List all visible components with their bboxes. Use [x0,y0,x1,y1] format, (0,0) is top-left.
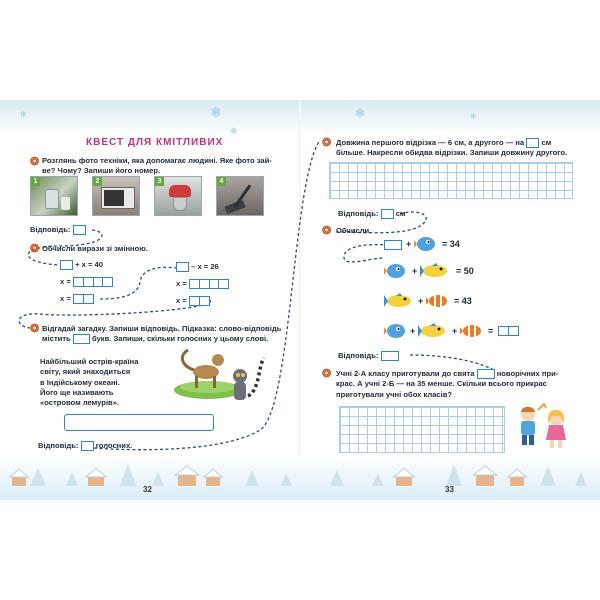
r-task1-line1b: см [541,138,552,147]
winter-village-illustration [0,458,600,488]
bullet-icon: ❂ [322,225,332,237]
bullet-icon: ❂ [322,137,332,149]
task1-line2: ве? Чому? Запиши його номер. [42,166,161,176]
page-title: КВЕСТ ДЛЯ КМІТЛИВИХ [86,137,224,148]
answer-cells[interactable] [498,326,518,336]
riddle-line: в Індійському океані. [40,377,120,387]
answer-tail: голосних. [95,441,133,450]
eq-result: = 43 [454,296,472,306]
solution-grid[interactable] [339,406,505,453]
photo-mixer [154,176,202,216]
lemur-illustration [168,346,272,412]
equation-row-4 [384,326,564,340]
answer-box[interactable] [176,262,189,272]
task1-line1: Розглянь фото техніки, яка допомагає людині. Яке фото зай- [42,156,272,165]
task3-line2a: містить [42,334,71,344]
answer-box[interactable] [60,260,73,270]
equation-row-2 [384,266,564,280]
r-task2-answer [338,351,399,361]
kids-illustration [510,402,576,452]
riddle-line: «островом лемурів». [40,398,120,408]
blue-fish-icon [384,322,408,340]
answer-label: Відповідь: [30,225,71,234]
page-number-left: 32 [143,485,152,494]
bullet-icon: ❂ [322,368,332,380]
task1-text [42,156,292,177]
clownfish-icon [460,322,484,340]
answer-label: Відповідь: [338,209,379,218]
x-label: x = [176,296,187,305]
equation-row-1 [384,239,564,251]
riddle-line: Найбільший острів-країна [40,357,139,366]
photo-number: 2 [93,177,102,186]
snowflake-icon: ❄ [20,110,27,119]
answer-label: Відповідь: [38,441,79,450]
r-task1-answer [338,209,406,219]
photo-microwave [92,176,140,216]
plus-sign: + [418,296,424,306]
r-task3-line1a: Учні 2-А класу приготували до свята [336,369,475,378]
answer-box[interactable] [526,138,539,148]
r-task3-line1b: новорічних при- [496,369,559,378]
task2-intro: Обчисли вирази зі змінною. [42,244,148,253]
eq-result: = 34 [442,239,460,249]
drawing-grid[interactable] [329,162,573,199]
blue-fish-icon [384,262,408,280]
answer-cells[interactable] [189,279,228,289]
equation-row-3 [384,296,564,310]
plus-sign: + [452,326,458,336]
plus-sign: + [412,266,418,276]
clownfish-icon [426,292,450,310]
bullet-icon: ❂ [30,323,40,335]
answer-box[interactable] [73,225,86,235]
answer-box[interactable] [381,351,399,361]
equation-text: – x = 26 [191,262,219,271]
eq-result: = 50 [456,266,474,276]
left-equation [60,260,103,270]
task1-answer [30,225,86,235]
photo-vacuum [216,176,264,216]
photo-number: 4 [217,177,226,186]
riddle-answer-field[interactable] [64,414,214,431]
snowflake-icon: ❄ [355,106,366,120]
r-task1-text [336,138,586,159]
r-task1-line2: більше. Накресли обидва відрізки. Запиши довжину другого. [336,148,568,158]
x-label: x = [176,279,187,288]
blue-fish-icon [414,235,438,253]
task3-answer [38,441,132,451]
bullet-icon: ❂ [30,243,40,255]
right-step1 [176,279,228,289]
task3-text [42,324,297,345]
yellow-fish-icon [418,322,448,340]
x-label: x = [60,294,71,303]
answer-cells[interactable] [73,277,112,287]
left-step2 [60,294,93,304]
right-step2 [176,296,209,306]
answer-cells[interactable] [189,296,209,306]
r-task2-intro: Обчисли. [336,226,372,235]
answer-cells[interactable] [73,294,93,304]
answer-unit: см [395,209,406,218]
snowflake-icon: ❄ [230,126,238,136]
yellow-fish-icon [420,262,450,280]
equals-sign: = [488,326,494,336]
riddle-line: Його ще називають [40,387,114,397]
answer-box[interactable] [73,334,90,344]
answer-box[interactable] [381,209,394,219]
snowflake-icon: ❄ [210,104,222,120]
equation-text: + x = 40 [75,260,103,269]
photo-kettle [30,176,78,216]
photo-number: 1 [31,177,40,186]
snowflake-icon: ❄ [470,112,477,121]
r-task3-line2: крас. А учні 2-Б — на 35 менше. Скільки всього прикрас [336,379,547,389]
page-number-right: 33 [445,485,454,494]
yellow-fish-icon [384,292,414,310]
r-task3-text [336,369,586,400]
photo-number: 3 [155,177,164,186]
answer-box[interactable] [477,369,495,379]
task3-line1: Відгадай загадку. Запиши відповідь. Підказка: слово-відповідь [42,324,282,333]
r-task1-line1a: Довжина першого відрізка — 6 см, а другого — на [336,138,525,147]
answer-box[interactable] [81,441,94,451]
x-label: x = [60,277,71,286]
r-task3-line3: приготували учні обох класів? [336,389,453,399]
riddle-line: світу, який знаходиться [40,367,131,377]
right-equation [176,262,219,272]
answer-label: Відповідь: [338,351,379,360]
left-step1 [60,277,112,287]
task3-line2b: букв. Запиши, скільки голосних у цьому слові. [91,334,269,344]
plus-sign: + [410,326,416,336]
answer-box[interactable] [384,240,402,250]
bullet-icon: ❂ [30,156,40,168]
plus-sign: + [406,239,412,249]
riddle [40,357,170,408]
